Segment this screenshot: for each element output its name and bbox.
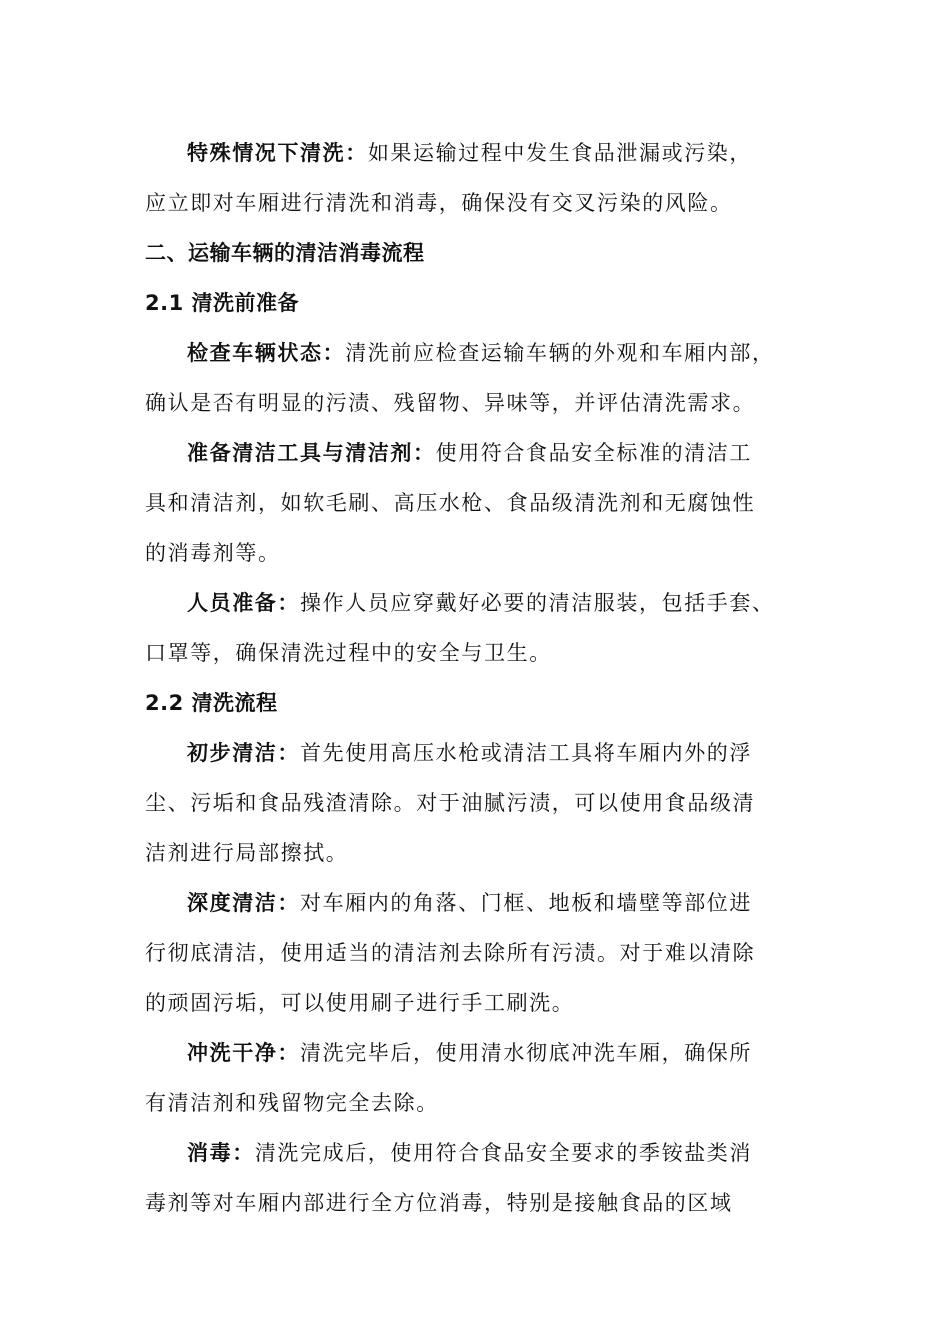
text-line: 应立即对车厢进行清洗和消毒，确保没有交叉污染的风险。: [145, 191, 733, 215]
term-prepare-tools: 准备清洁工具与清洁剂：: [187, 441, 436, 465]
paragraph-disinfection: [145, 1128, 825, 1178]
text-line: 具和清洁剂，如软毛刷、高压水枪、食品级清洗剂和无腐蚀性: [145, 491, 756, 515]
paragraph-deep-cleaning: [145, 878, 825, 928]
text-line: 的消毒剂等。: [145, 541, 281, 565]
term-initial-cleaning: 初步清洁：: [187, 741, 300, 765]
text-line: 洁剂进行局部擦拭。: [145, 841, 349, 865]
text-line: 使用符合食品安全标准的清洁工: [435, 441, 753, 465]
subsection-heading-2-1: 2.1 清洗前准备: [145, 291, 300, 315]
text-line: 操作人员应穿戴好必要的清洁服装，包括手套、: [300, 591, 775, 615]
text-line: 首先使用高压水枪或清洁工具将车厢内外的浮: [300, 741, 752, 765]
paragraph-staff-prep: [145, 578, 825, 628]
text-line: 清洗完毕后，使用清水彻底冲洗车厢，确保所: [300, 1041, 752, 1065]
paragraph-special-cleaning: [145, 128, 825, 178]
term-staff-prep: 人员准备：: [187, 591, 300, 615]
text-line: 毒剂等对车厢内部进行全方位消毒，特别是接触食品的区域: [145, 1191, 733, 1215]
term-deep-cleaning: 深度清洁：: [187, 891, 300, 915]
text-line: 尘、污垢和食品残渣清除。对于油腻污渍，可以使用食品级清: [145, 791, 756, 815]
text-line: 行彻底清洁，使用适当的清洁剂去除所有污渍。对于难以清除: [145, 941, 756, 965]
text-line: 对车厢内的角落、门框、地板和墙壁等部位进: [300, 891, 752, 915]
subsection-heading-2-2: 2.2 清洗流程: [145, 691, 278, 715]
paragraph-rinse: [145, 1028, 825, 1078]
text-line: 口罩等，确保清洗过程中的安全与卫生。: [145, 641, 552, 665]
paragraph-check-vehicle: [145, 328, 825, 378]
section-heading-2: 二、运输车辆的清洁消毒流程: [145, 241, 425, 265]
term-disinfection: 消毒：: [187, 1141, 255, 1165]
term-rinse: 冲洗干净：: [187, 1041, 300, 1065]
term-check-vehicle: 检查车辆状态：: [187, 341, 346, 365]
text-line: 清洗完成后，使用符合食品安全要求的季铵盐类消: [254, 1141, 753, 1165]
paragraph-prepare-tools: [145, 428, 825, 478]
text-line: 如果运输过程中发生食品泄漏或污染，: [367, 141, 753, 165]
paragraph-initial-cleaning: [145, 728, 825, 778]
document-page: [145, 128, 825, 1228]
text-line: 的顽固污垢，可以使用刷子进行手工刷洗。: [145, 991, 575, 1015]
term-special-cleaning: 特殊情况下清洗：: [187, 141, 368, 165]
text-line: 有清洁剂和残留物完全去除。: [145, 1091, 439, 1115]
text-line: 确认是否有明显的污渍、残留物、异味等，并评估清洗需求。: [145, 391, 756, 415]
text-line: 清洗前应检查运输车辆的外观和车厢内部，: [345, 341, 775, 365]
